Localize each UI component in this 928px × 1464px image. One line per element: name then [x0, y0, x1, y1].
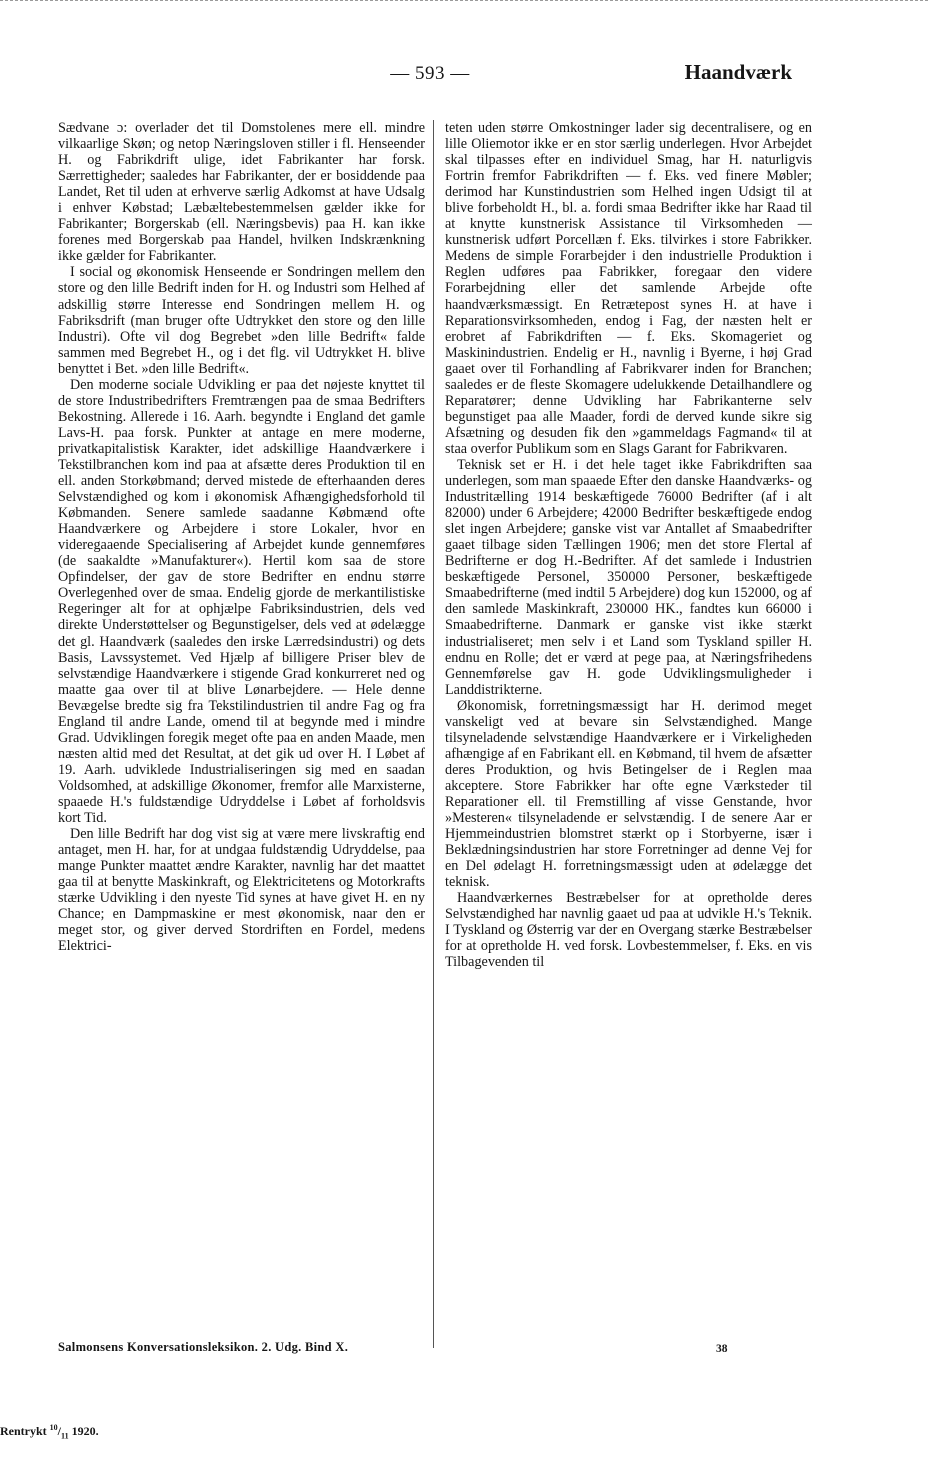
running-head: Haandværk: [684, 60, 792, 84]
paragraph: Teknisk set er H. i det hele taget ikke Fabrikdriften saa underlegen, som man spaaede Efter den danske Haandværks- og Industritælling 1914 beskæftigede 76000 Bedrifter (af i alt 82000) under 6 Arbejdere; 42000 Bedrifter beskæftigede endog slet ingen Arbejdere; ganske vist var Antallet af Smaabedrifter gaaet tilbage siden Tællingen 1906; men det store Flertal af Bedrifterne er dog H.-Bedrifter. Af det samlede i Industrien beskæftigede Personel, 350000 Personer, beskæftigede Smaabedrifterne (med indtil 5 Arbejdere) dog kun 152000, og af den samlede Maskinkraft, 230000 HK., fandtes kun 66000 i Smaabedrifterne. Danmark er ganske vist ikke stærkt industrialiseret; men selv i et Land som Tyskland spiller H. endnu en Rolle; det er værd at pege paa, at Næringsfrihedens Gennemførelse gav H. gode Udviklingsmuligheder i Landdistrikterne.: [445, 456, 812, 698]
source-footer: Salmonsens Konversationsleksikon. 2. Udg. Bind X.: [58, 1340, 349, 1354]
reprint-day: 10: [49, 1423, 58, 1432]
reprint-month: 11: [61, 1431, 69, 1441]
paragraph: Haandværkernes Bestræbelser for at opretholde deres Selvstændighed har navnlig gaaet ud paa at udvikle H.'s Teknik. I Tyskland og Østerrig var der en Overgang stærke Bestræbelser for at opretholde H. ved forsk. Lovbestemmelser, f. Eks. en vis Tilbagevenden til: [445, 890, 812, 971]
column-divider: [433, 120, 434, 1348]
paragraph: teten uden større Omkostninger lader sig decentralisere, og en lille Oliemotor ikke er en stor særlig underlegen. Hvor Arbejdet skal tilpasses efter en individuel Smag, har H. naturligvis Fortrin fremfor Fabrikdriften — f. Eks. ved finere Møbler; derimod har Kunstindustrien som Helhed ingen Udsigt til at blive forbeholdt H., bl. a. fordi smaa Bedrifter ikke har Raad til at knytte kunstnerisk Assistance til Virksomheden — kunstnerisk udført Porcellæn f. Eks. tilvirkes i store Fabrikker. Medens de simple Forarbejder i den industrielle Produktion i Reglen udføres paa Fabrikker, foregaar den videre Forarbejdning eller det samlende Arbejde ofte haandværksmæssigt. En Retrætepost synes H. at have i Reparationsvirksomheden, endog i Fag, der næsten helt er erobret af Fabrikdriften — f. Eks. Skomageriet og Maskinindustrien. Endelig er H., navnlig i Byerne, i høj Grad gaaet over til Forhandling af Fabrikvarer inden for Branchen; saaledes er de fleste Skomagere udelukkende Detailhandlere og Reparatører; denne Udvikling har Fabrikanterne selv begunstiget paa alle Maader, fordi de derved kunde sikre sig Afsætning og desuden fik den »gammeldags Fagmand« til at staa overfor Publikum som en Slags Garant for Fabrikvaren.: [445, 120, 812, 457]
page-number: — 593 —: [390, 63, 470, 84]
paragraph: Sædvane ɔ: overlader det til Domstolenes mere ell. mindre vilkaarlige Skøn; og netop Næringsloven stiller i fl. Henseender H. og Fabrikdrift ulige, idet Fabrikanter har forsk. Særrettigheder; saaledes har Fabrikanter, der er bosiddende paa Landet, Ret til uden at erhverve særlig Adkomst at have Udsalg i enhver Købstad; Læbæltebestemmelsen gælder ikke for Fabrikanter; Borgerskab (ell. Næringsbevis) paa H. kan ikke forenes med Borgerskab paa Handel, hvilken Indskrænkning ikke gælder for Fabrikanter.: [58, 120, 425, 265]
left-column: [58, 120, 425, 954]
right-column: [445, 120, 812, 970]
reprint-year: 1920.: [71, 1424, 99, 1438]
paragraph: Den lille Bedrift har dog vist sig at være mere livskraftig end antaget, men H. har, for at undgaa fuldstændig Udryddelse, paa mange Punkter maattet ændre Karakter, navnlig har det maattet gaa til at benytte Maskinkraft, og Elektricitetens og Motorkrafts stærke Udvikling i den nyeste Tid synes at have givet H. en ny Chance; en Dampmaskine er mest økonomisk, naar den er meget stor, og giver derved Stordriften en Fordel, medens Elektrici-: [58, 826, 425, 955]
top-dashed-rule: [0, 0, 928, 1]
sheet-signature: 38: [716, 1343, 728, 1355]
paragraph: Økonomisk, forretningsmæssigt har H. derimod meget vanskeligt ved at bevare sin Selvstændighed. Mange tilsyneladende selvstændige Haandværkere er i Virkeligheden afhængige af en Fabrikant ell. en Købmand, til hvem de afsætter deres Produktion, og hvis Betingelser de i Reglen maa akceptere. Store Fabrikker har ofte egne Værksteder til Reparationer ell. til Fremstilling af visse Genstande, hvor »Mesteren« tilsyneladende er selvstændig. I de senere Aar er Hjemmeindustrien blomstret stærkt op i Storbyerne, især i Beklædningsindustrien har store Forretninger ad denne Vej for en Del ødelagt H. forretningsmæssigt uden at ødelægge det teknisk.: [445, 697, 812, 891]
reprint-note: Rentrykt $^{10}/_{11}$ 1920.: [0, 1423, 99, 1441]
paragraph: Den moderne sociale Udvikling er paa det nøjeste knyttet til de store Industribedrifters Fremtrængen paa de smaa Bedrifters Bekostning. Allerede i 16. Aarh. begyndte i England det gamle Lavs-H. paa forsk. Punkter at antage en mere moderne, privatkapitalistisk Karakter, idet adskillige Haandværkere i Tekstilbranchen kom ind paa at afsætte deres Produktion til en ell. anden Storkøbmand; derved mistede de efterhaanden deres Selvstændighed og kom i økonomisk Afhængighedsforhold til Købmanden. Senere samlede saadanne Købmænd ofte Haandværkere og Arbejdere i store Lokaler, hvor en videregaaende Specialisering af Arbejdet kunde gennemføres (de saakaldte »Manufakturer«). Hertil kom saa de store Opfindelser, der gav de store Bedrifter en endnu større Overlegenhed over de smaa. Endelig gjorde de merkantilistiske Regeringer alt for at ophjælpe Fabriksindustrien, dels ved direkte Understøttelser og Begunstigelser, dels ved at ødelægge det gl. Haandværk (saaledes den irske Lærredsindustri) og dets Basis, Lavssystemet. Ved Hjælp af billigere Priser blev de selvstændige Haandværkere i stigende Grad konkurreret ned og maatte gaa over til at blive Lønarbejdere. — Hele denne Bevægelse bredte sig fra Tekstilindustrien til andre Fag og fra England til andre Lande, omend til at begynde med i mindre Grad. Udviklingen foregik meget ofte paa en anden Maade, men næsten altid med det Resultat, at det gik ud over H. I Løbet af 19. Aarh. udviklede Industrialiseringen sig med en saadan Voldsomhed, at adskillige Økonomer, fremfor alle Marxisterne, spaaede H.'s fuldstændige Udryddelse i Løbet af forholdsvis kort Tid.: [58, 376, 425, 827]
reprint-label: Rentrykt: [0, 1424, 47, 1438]
paragraph: I social og økonomisk Henseende er Sondringen mellem den store og den lille Bedrift inden for H. og Industri som Helhed af adskillig større Interesse end Sondringen mellem H. og Fabriksdrift (man bruger ofte Udtrykket den store og den lille Industri). Ofte vil dog Begrebet »den lille Bedrift« falde sammen med Begrebet H., og i det flg. vil Udtrykket H. blive benyttet i Bet. »den lille Bedrift«.: [58, 264, 425, 377]
